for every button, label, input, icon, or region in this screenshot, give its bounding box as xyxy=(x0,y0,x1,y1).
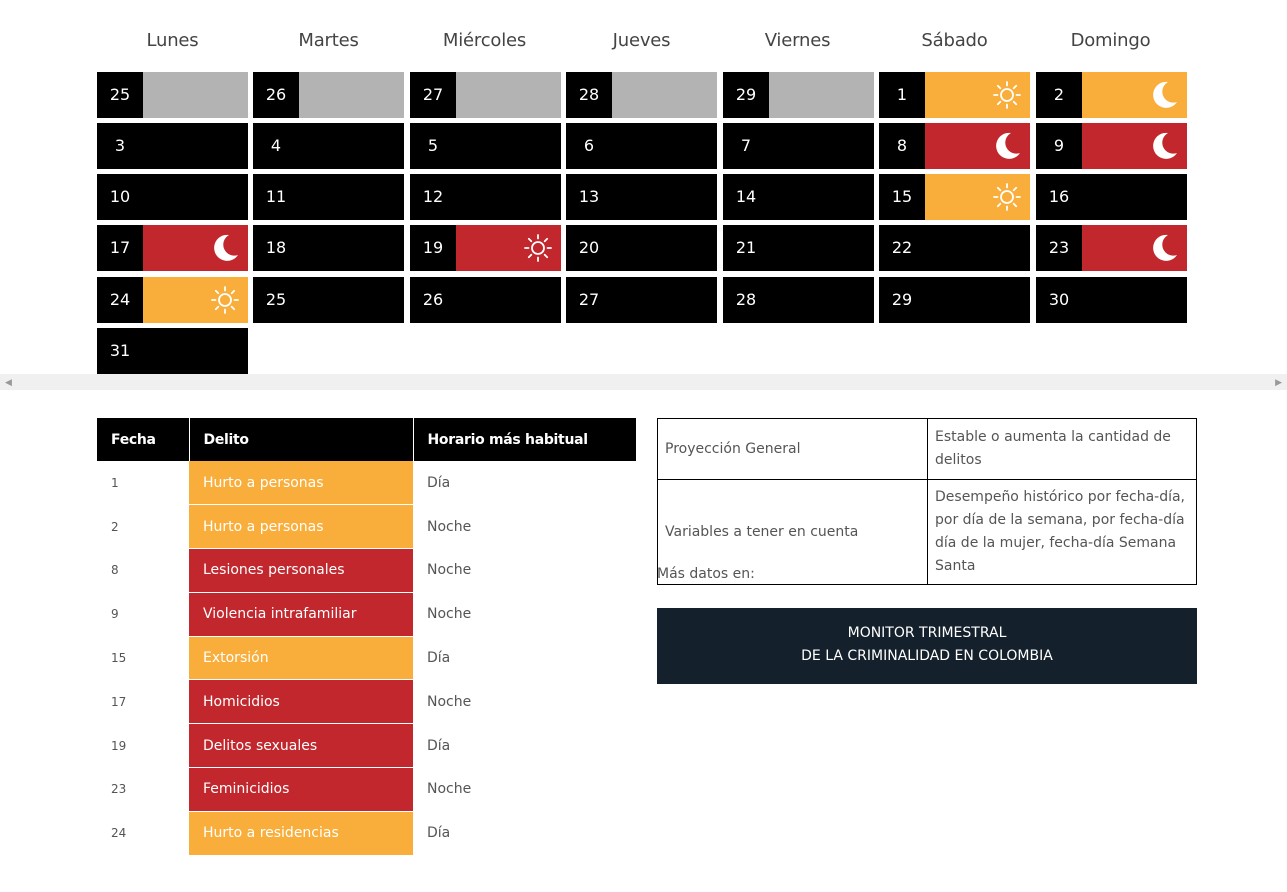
crime-horario: Noche xyxy=(427,518,472,535)
header-horario: Horario más habitual xyxy=(413,418,636,461)
calendar-day-cell xyxy=(879,225,1030,271)
weekday-martes: Martes xyxy=(298,30,359,51)
day-highlight xyxy=(612,72,717,118)
crime-horario: Noche xyxy=(427,781,472,798)
day-number: 13 xyxy=(578,187,600,206)
calendar-day-cell xyxy=(97,174,248,220)
calendar-day-cell xyxy=(723,174,874,220)
crime-horario: Noche xyxy=(427,606,472,623)
crime-table-body xyxy=(97,461,636,855)
day-number: 1 xyxy=(896,85,908,104)
crime-delito: Feminicidios xyxy=(189,768,413,812)
projection-row-general xyxy=(658,419,1197,480)
crime-fecha: 8 xyxy=(111,563,119,578)
calendar-day-cell xyxy=(97,277,248,323)
weekday-sabado: Sábado xyxy=(921,30,988,51)
crime-fecha: 2 xyxy=(111,519,119,534)
crime-row xyxy=(97,549,636,593)
day-highlight xyxy=(769,72,874,118)
calendar-day-cell xyxy=(566,277,717,323)
day-number: 11 xyxy=(265,187,287,206)
crime-delito: Lesiones personales xyxy=(189,549,413,593)
calendar-day-cell xyxy=(410,174,561,220)
day-highlight xyxy=(299,72,404,118)
projection-table xyxy=(657,418,1197,585)
calendar-day-cell xyxy=(97,225,248,271)
day-number: 26 xyxy=(422,290,444,309)
calendar-day-cell xyxy=(879,123,1030,169)
crime-row xyxy=(97,724,636,768)
day-number: 21 xyxy=(735,238,757,257)
calendar-day-cell xyxy=(97,72,248,118)
calendar-day-cell xyxy=(410,72,561,118)
crime-fecha: 9 xyxy=(111,607,119,622)
day-number: 4 xyxy=(270,136,282,155)
crime-fecha: 15 xyxy=(111,651,127,666)
monitor-button[interactable] xyxy=(657,608,1197,684)
day-number: 16 xyxy=(1048,187,1070,206)
moon-icon xyxy=(1149,233,1179,263)
calendar-day-cell xyxy=(566,174,717,220)
calendar-day-cell xyxy=(253,277,404,323)
calendar-day-cell xyxy=(566,225,717,271)
calendar-day-cell xyxy=(410,123,561,169)
calendar-day-cell xyxy=(723,225,874,271)
calendar-day-cell xyxy=(97,123,248,169)
crime-delito: Hurto a personas xyxy=(189,461,413,505)
calendar-day-cell xyxy=(1036,277,1187,323)
day-number: 27 xyxy=(578,290,600,309)
crime-row xyxy=(97,811,636,855)
crime-horario: Día xyxy=(427,474,451,491)
horizontal-scrollbar[interactable] xyxy=(0,374,1287,390)
day-number: 10 xyxy=(109,187,131,206)
scroll-left-icon[interactable]: ◀ xyxy=(5,377,12,387)
day-highlight xyxy=(143,72,248,118)
crime-delito: Violencia intrafamiliar xyxy=(189,592,413,636)
day-number: 7 xyxy=(740,136,752,155)
day-number: 18 xyxy=(265,238,287,257)
crime-row xyxy=(97,636,636,680)
crime-fecha: 24 xyxy=(111,826,127,841)
calendar-day-cell xyxy=(566,72,717,118)
crime-row xyxy=(97,592,636,636)
calendar-day-cell xyxy=(723,123,874,169)
crime-row xyxy=(97,505,636,549)
projection-variables-value: Desempeño histórico por fecha-día, por día de la semana, por fecha-día día de la mujer, fecha-día Semana Santa xyxy=(928,480,1197,585)
day-number: 25 xyxy=(109,85,131,104)
weekday-jueves: Jueves xyxy=(612,30,671,51)
day-number: 15 xyxy=(891,187,913,206)
weekday-lunes: Lunes xyxy=(146,30,199,51)
day-number: 28 xyxy=(578,85,600,104)
day-number: 30 xyxy=(1048,290,1070,309)
calendar-day-cell xyxy=(1036,72,1187,118)
day-highlight xyxy=(925,123,1030,169)
crime-fecha: 1 xyxy=(111,475,119,490)
moon-icon xyxy=(992,131,1022,161)
scroll-right-icon[interactable]: ▶ xyxy=(1275,377,1282,387)
calendar-day-cell xyxy=(879,277,1030,323)
calendar-day-cell xyxy=(253,225,404,271)
crime-delito: Hurto a residencias xyxy=(189,811,413,855)
crime-fecha: 23 xyxy=(111,782,127,797)
header-delito: Delito xyxy=(189,418,413,461)
crime-horario: Noche xyxy=(427,562,472,579)
day-number: 5 xyxy=(427,136,439,155)
crime-table-header xyxy=(97,418,636,461)
calendar-day-cell xyxy=(1036,174,1187,220)
day-number: 2 xyxy=(1053,85,1065,104)
crime-row xyxy=(97,461,636,505)
day-number: 17 xyxy=(109,238,131,257)
projection-general-value: Estable o aumenta la cantidad de delitos xyxy=(928,419,1197,480)
mas-datos-label: Más datos en: xyxy=(657,566,755,582)
day-number: 3 xyxy=(114,136,126,155)
sun-icon xyxy=(523,233,553,263)
day-number: 31 xyxy=(109,341,131,360)
weekday-header xyxy=(97,30,1187,58)
crime-row xyxy=(97,680,636,724)
calendar-day-cell xyxy=(253,174,404,220)
sun-icon xyxy=(992,80,1022,110)
crime-delito: Extorsión xyxy=(189,636,413,680)
weekday-miercoles: Miércoles xyxy=(442,30,527,51)
day-number: 14 xyxy=(735,187,757,206)
day-number: 27 xyxy=(422,85,444,104)
crime-table xyxy=(97,418,636,856)
day-highlight xyxy=(456,225,561,271)
weekday-viernes: Viernes xyxy=(764,30,831,51)
crime-delito: Delitos sexuales xyxy=(189,724,413,768)
day-highlight xyxy=(1082,72,1187,118)
day-number: 26 xyxy=(265,85,287,104)
day-highlight xyxy=(925,174,1030,220)
calendar-day-cell xyxy=(410,225,561,271)
day-number: 22 xyxy=(891,238,913,257)
day-number: 23 xyxy=(1048,238,1070,257)
day-number: 9 xyxy=(1053,136,1065,155)
calendar-day-cell xyxy=(253,72,404,118)
crime-horario: Día xyxy=(427,650,451,667)
calendar-day-cell xyxy=(410,277,561,323)
day-number: 19 xyxy=(422,238,444,257)
crime-horario: Noche xyxy=(427,693,472,710)
crime-row xyxy=(97,768,636,812)
calendar-day-cell xyxy=(566,123,717,169)
day-highlight xyxy=(1082,123,1187,169)
day-highlight xyxy=(925,72,1030,118)
day-number: 29 xyxy=(891,290,913,309)
day-highlight xyxy=(1082,225,1187,271)
projection-general-label: Proyección General xyxy=(658,419,928,480)
header-fecha: Fecha xyxy=(97,418,189,461)
crime-fecha: 19 xyxy=(111,738,127,753)
weekday-domingo: Domingo xyxy=(1070,30,1151,51)
day-number: 24 xyxy=(109,290,131,309)
day-number: 20 xyxy=(578,238,600,257)
projection-variables-label: Variables a tener en cuenta xyxy=(658,480,928,585)
calendar-day-cell xyxy=(253,123,404,169)
crime-fecha: 17 xyxy=(111,694,127,709)
day-number: 28 xyxy=(735,290,757,309)
moon-icon xyxy=(1149,80,1179,110)
calendar-day-cell xyxy=(1036,225,1187,271)
sun-icon xyxy=(992,182,1022,212)
day-highlight xyxy=(143,225,248,271)
sun-icon xyxy=(210,285,240,315)
day-number: 25 xyxy=(265,290,287,309)
moon-icon xyxy=(1149,131,1179,161)
day-highlight xyxy=(143,277,248,323)
crime-delito: Hurto a personas xyxy=(189,505,413,549)
monitor-line1: MONITOR TRIMESTRAL xyxy=(847,625,1007,641)
calendar-day-cell xyxy=(723,72,874,118)
calendar-day-cell xyxy=(879,174,1030,220)
day-number: 12 xyxy=(422,187,444,206)
calendar-day-cell xyxy=(1036,123,1187,169)
crime-delito: Homicidios xyxy=(189,680,413,724)
calendar-day-cell xyxy=(97,328,248,374)
day-number: 8 xyxy=(896,136,908,155)
monitor-line2: DE LA CRIMINALIDAD EN COLOMBIA xyxy=(801,648,1053,664)
day-number: 6 xyxy=(583,136,595,155)
calendar-day-cell xyxy=(723,277,874,323)
moon-icon xyxy=(210,233,240,263)
day-number: 29 xyxy=(735,85,757,104)
calendar-day-cell xyxy=(879,72,1030,118)
day-highlight xyxy=(456,72,561,118)
crime-horario: Día xyxy=(427,825,451,842)
crime-horario: Día xyxy=(427,737,451,754)
